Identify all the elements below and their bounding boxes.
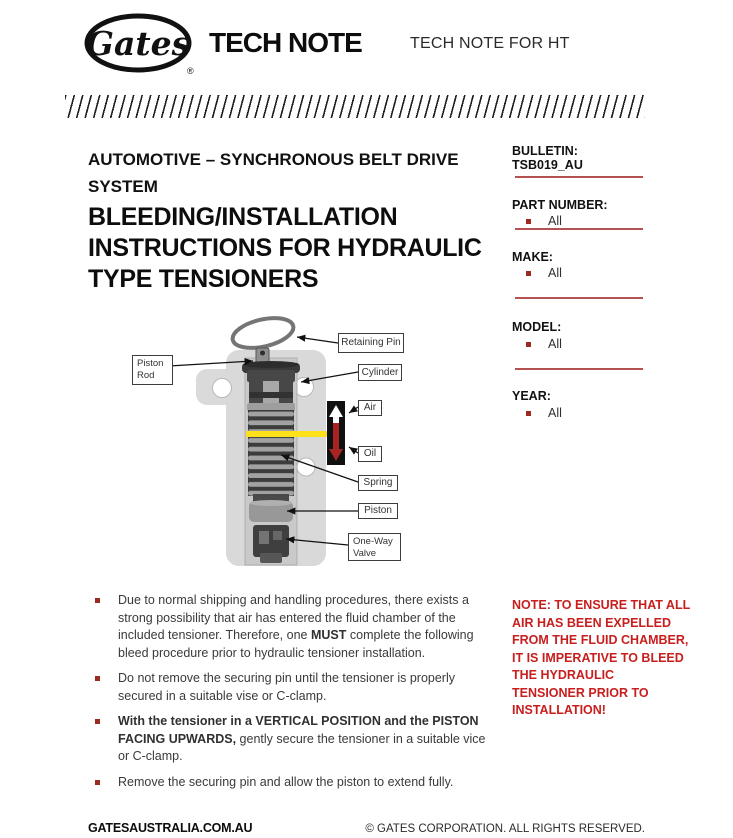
warning-note: NOTE: TO ENSURE THAT ALL AIR HAS BEEN EXPELLED FROM THE FLUID CHAMBER, IT IS IMPERATIVE TO BLEED THE HYDRAULIC TENSIONER PRIOR TO INSTALLATION! [512,598,691,717]
piston-part [249,500,293,522]
label-retaining-pin: Retaining Pin [338,333,404,353]
bullet-text: Due to normal shipping and handling procedures, there exists a strong possibility that air has entered the fluid chamber of the included tensioner. Therefore, one MUST complete the following bleed procedure prior to hydraulic tensioner installation. [118,593,474,660]
label-spring: Spring [358,475,398,491]
fluid-level-highlight [246,431,330,437]
bullet-square-icon [95,719,100,724]
bulletin-id: BULLETIN: TSB019_AU [512,144,583,172]
label-air: Air [358,400,382,416]
bullet-square-icon [526,219,531,224]
field-value-make [526,266,562,280]
label-cylinder: Cylinder [358,364,402,381]
label-piston-rod: Piston Rod [132,355,173,385]
hatch-divider [65,95,645,118]
bulletin-sidebar [512,144,652,424]
list-item [88,713,498,766]
field-value-model [526,337,562,351]
sidebar-rule [515,297,643,299]
bullet-square-icon [95,780,100,785]
field-value-text: All [548,266,562,280]
tensioner-diagram [120,308,482,590]
list-item [88,670,498,705]
field-label-part-number: PART NUMBER: [512,198,608,212]
retaining-pin-ring [230,313,296,353]
bullet-square-icon [526,342,531,347]
label-oil: Oil [358,446,382,462]
sidebar-rule [515,368,643,370]
field-value-part-number [526,214,562,228]
bullet-square-icon [95,598,100,603]
field-label-year: YEAR: [512,389,551,403]
bullet-square-icon [526,411,531,416]
footer-url: GATESAUSTRALIA.COM.AU [88,821,253,835]
spring-collar [247,403,295,411]
list-item [88,774,498,792]
tensioner-illustration [120,308,482,590]
field-value-text: All [548,406,562,420]
gates-logo [84,12,196,78]
spring-coils [248,410,294,496]
page-title: BLEEDING/INSTALLATION INSTRUCTIONS FOR HYDRAULIC TYPE TENSIONERS [88,203,482,293]
section-heading: AUTOMOTIVE – SYNCHRONOUS BELT DRIVE SYSTEM [88,150,459,196]
piston-rod-section [249,381,293,405]
label-piston: Piston [358,503,398,519]
field-label-make: MAKE: [512,250,553,264]
field-value-text: All [548,214,562,228]
field-value-text: All [548,337,562,351]
gates-logo-text: Gates [85,24,191,63]
piston-rod-cap [242,361,300,382]
field-value-year [526,406,562,420]
bullet-text: With the tensioner in a VERTICAL POSITION and the PISTON FACING UPWARDS, gently secure the tensioner in a suitable vice or C-clamp. [118,714,486,763]
bullet-text: Remove the securing pin and allow the piston to extend fully. [118,774,454,789]
air-oil-indicator [327,401,345,465]
list-item [88,592,498,662]
bullet-text: Do not remove the securing pin until the tensioner is properly secured in a suitable vise or C-clamp. [118,671,455,703]
technote-title: TECH NOTE [209,27,362,58]
bullet-square-icon [526,271,531,276]
footer-copyright: © GATES CORPORATION. ALL RIGHTS RESERVED. [365,823,645,835]
registered-mark: ® [187,66,194,76]
sidebar-rule [515,176,643,178]
field-label-model: MODEL: [512,320,562,334]
bullet-square-icon [95,676,100,681]
label-one-way-valve: One-Way Valve [348,533,401,561]
technote-subtitle: TECH NOTE FOR HT [410,35,570,52]
instructions-list [88,592,498,799]
sidebar-rule [515,228,643,230]
